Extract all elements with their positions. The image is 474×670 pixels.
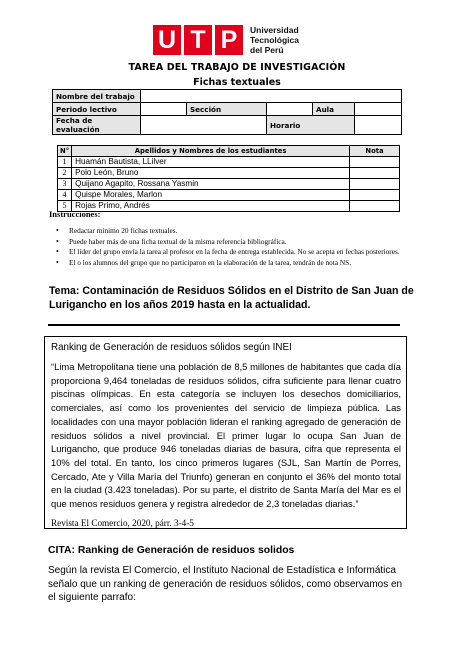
list-item: • El o los alumnos del grupo que no participaron en la elaboración de la tarea, tendrán de nota NS. [56,258,416,268]
aula-value [355,103,402,116]
logo-letter-u: U [153,25,181,55]
utp-logo [153,24,299,56]
seccion-label: Sección [187,103,267,116]
table-row [58,179,400,190]
fecha-value [141,116,267,135]
table-row [58,190,400,201]
nombre-value [141,90,402,103]
citation-body: Según la revista El Comercio, el Instituto Nacional de Estadística e Informática señalo que un ranking de generación de residuos sólidos, como observamos en el siguiente parrafo: [48,565,403,603]
table-row [58,157,400,168]
student-number: 4 [58,190,72,201]
horario-value [355,116,402,135]
student-number: 5 [58,201,72,212]
theme-heading: Tema: Contaminación de Residuos Sólidos en el Distrito de San Juan de Lurigancho en los años 2019 hasta en la actualidad. [49,285,414,311]
header-grade: Nota [350,146,400,157]
student-name: Polo León, Bruno [72,168,350,179]
nombre-label: Nombre del trabajo [53,90,141,103]
horario-label: Horario [267,116,355,135]
aula-label: Aula [313,103,355,116]
student-grade [350,190,400,201]
student-number: 1 [58,157,72,168]
list-item: • Redactar mínimo 20 fichas textuales. [56,226,416,236]
logo-letters [153,25,243,55]
periodo-value [141,103,187,116]
student-grade [350,157,400,168]
fecha-label: Fecha de evaluación [53,116,141,135]
student-name: Huamán Bautista, LLilver [72,157,350,168]
info-row-periodo [53,103,402,116]
table-row [58,168,400,179]
document-subtitle: Fichas textuales [193,77,281,88]
student-grade [350,168,400,179]
student-name: Quispe Morales, Marlon [72,190,350,201]
student-name: Quijano Agapito, Rossana Yasmin [72,179,350,190]
info-table [52,89,402,135]
student-number: 3 [58,179,72,190]
list-item: • El líder del grupo envía la tarea al profesor en la fecha de entrega establecida. No se acepta en fechas posteriores. [56,247,416,257]
students-header-row [58,146,400,157]
info-row-nombre [53,90,402,103]
header-number: N° [58,146,72,157]
periodo-label: Periodo lectivo [53,103,141,116]
info-row-fecha [53,116,402,135]
card-heading: Ranking de Generación de residuos sólidos según INEI [51,342,292,353]
card-quote: “Lima Metropolitana tiene una población de 8,5 millones de habitantes que cada día proporciona 9,464 toneladas de residuos sólidos, cifra suficiente para llenar cuatro piscinas olímpicas. En esta categoría se incluyen los desechos domiciliarios, comerciales, así como los provenientes del servicio de limpieza pública. Las localidades con una mayor población lideran el ranking agregado de generación de residuos sólidos a nivel provincial. El primer lugar lo ocupa San Juan de Lurigancho, que produce 946 toneladas diarias de basura, cifra que representa el 10% del total. En tanto, los cinco primeros lugares (SJL, San Martín de Porres, Cercado, Ate y Villa María del Triunfo) generan en conjunto el 36% del monto total en la ciudad (3.423 toneladas). Por su parte, el distrito de Santa María del Mar es el que menos residuos genera y registra alrededor de 2,3 toneladas diarias.” [51,361,401,510]
logo-text-line-3: del Perú [250,45,284,55]
logo-text-line-2: Tecnológica [250,35,299,45]
instructions-title: Instrucciones: [49,209,101,219]
student-grade [350,179,400,190]
student-number: 2 [58,168,72,179]
logo-university-name [250,25,299,55]
logo-text-line-1: Universidad [250,25,299,35]
instructions-list [56,226,416,268]
students-table [57,145,400,212]
card-source: Revista El Comercio, 2020, párr. 3-4-5 [51,517,194,528]
seccion-value [267,103,313,116]
table-row [58,201,400,212]
logo-letter-p: P [215,25,243,55]
document-title: TAREA DEL TRABAJO DE INVESTIGACIÓN [128,62,346,73]
logo-letter-t: T [184,25,212,55]
student-grade [350,201,400,212]
student-name: Rojas Primo, Andrés [72,201,350,212]
header-names: Apellidos y Nombres de los estudiantes [72,146,350,157]
textual-card [44,336,407,529]
citation-title: CITA: Ranking de Generación de residuos solidos [48,545,295,556]
list-item: • Puede haber más de una ficha textual de la misma referencia bibliográfica. [56,237,416,247]
theme-divider [48,324,400,326]
